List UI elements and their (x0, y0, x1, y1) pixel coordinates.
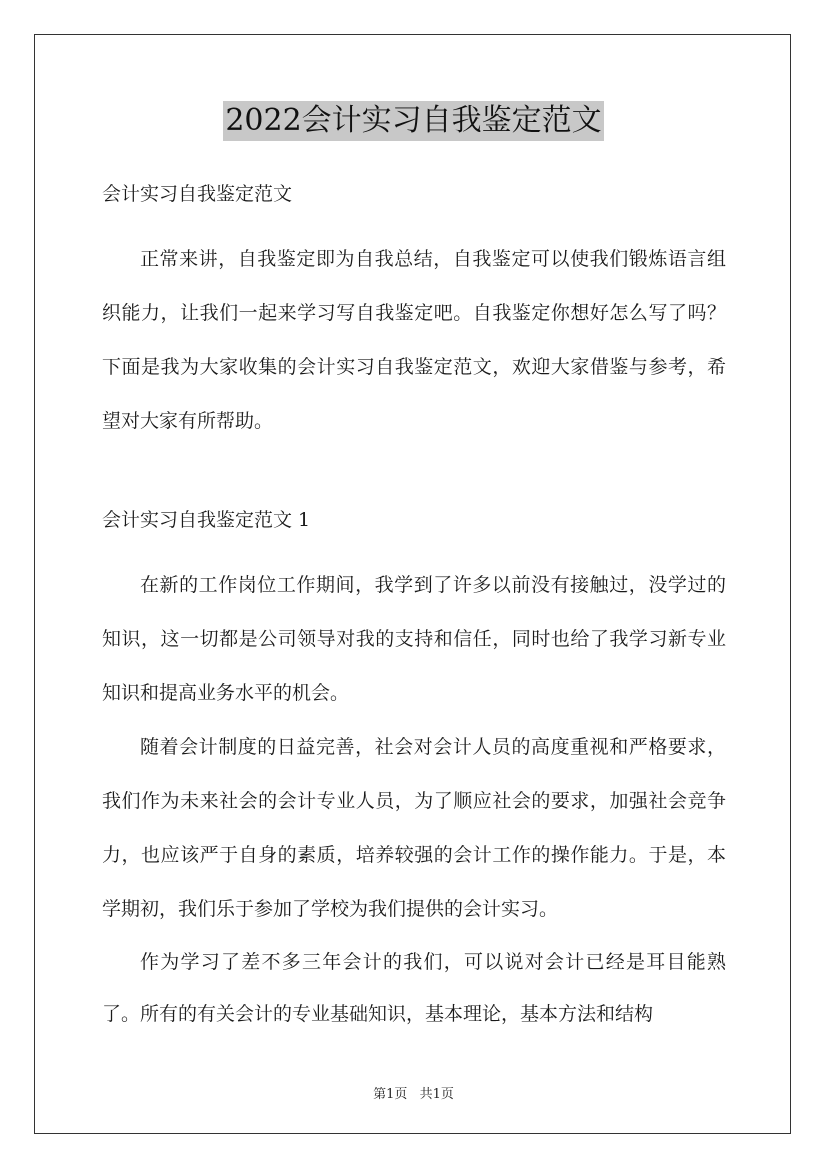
section1-paragraph-1: 在新的工作岗位工作期间，我学到了许多以前没有接触过，没学过的知识，这一切都是公司领导对我的支持和信任，同时也给了我学习新专业知识和提高业务水平的机会。 (102, 574, 726, 704)
document-title: 2022会计实习自我鉴定范文 (223, 101, 603, 141)
page-footer (0, 1083, 827, 1102)
intro-heading: 会计实习自我鉴定范文 (102, 183, 293, 205)
section1-paragraph-3: 作为学习了差不多三年会计的我们，可以说对会计已经是耳目能熟了。所有的有关会计的专业基础知识，基本理论，基本方法和结构 (102, 951, 726, 1025)
intro-paragraph: 正常来讲，自我鉴定即为自我总结，自我鉴定可以使我们锻炼语言组织能力，让我们一起来学习写自我鉴定吧。自我鉴定你想好怎么写了吗？下面是我为大家收集的会计实习自我鉴定范文，欢迎大家借鉴与参考，希望对大家有所帮助。 (102, 248, 726, 432)
page-number: 第1页 (373, 1087, 408, 1102)
section1-heading: 会计实习自我鉴定范文 1 (102, 509, 311, 531)
page-total: 共1页 (419, 1087, 454, 1102)
section1-paragraph-2: 随着会计制度的日益完善，社会对会计人员的高度重视和严格要求，我们作为未来社会的会计专业人员，为了顺应社会的要求，加强社会竞争力，也应该严于自身的素质，培养较强的会计工作的操作能力。于是，本学期初，我们乐于参加了学校为我们提供的会计实习。 (102, 736, 726, 920)
title-container (0, 101, 827, 141)
